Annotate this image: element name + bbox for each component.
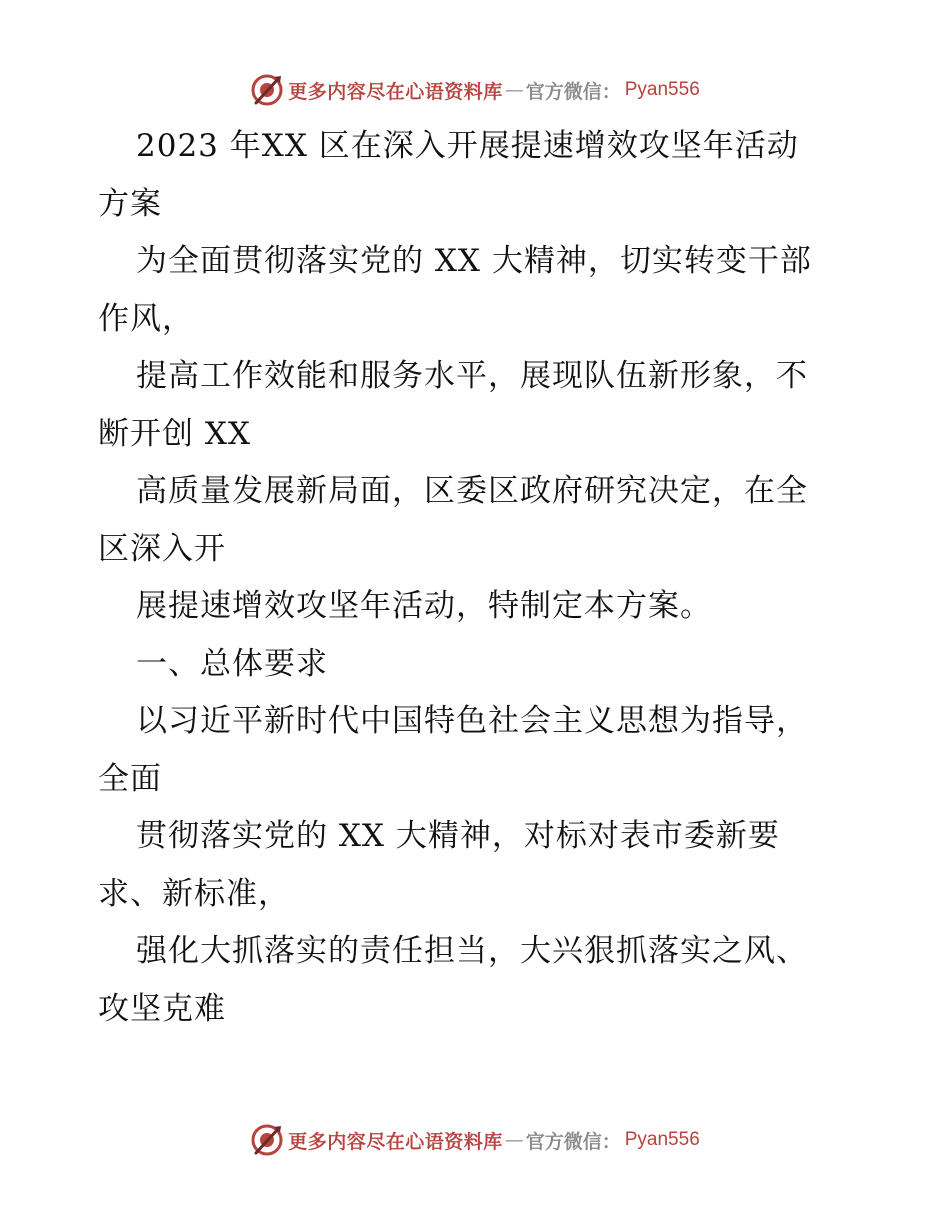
paragraph-line: 全面	[98, 760, 162, 797]
banner-dash: —	[504, 79, 524, 101]
paragraph-line: 区深入开	[98, 530, 226, 567]
document-title-line-1: 2023 年XX 区在深入开展提速增效攻坚年活动	[136, 128, 799, 164]
banner-text: 更多内容尽在心语资料库	[288, 80, 503, 103]
banner-wechat-id: Pyan556	[624, 1129, 700, 1150]
paragraph-line: 断开创 XX	[98, 415, 251, 452]
paragraph-line: 以习近平新时代中国特色社会主义思想为指导，	[136, 703, 808, 739]
paragraph-line: 强化大抓落实的责任担当，大兴狠抓落实之风、	[136, 933, 808, 969]
section-heading: 一、总体要求	[136, 645, 328, 682]
header-banner	[0, 70, 950, 110]
brush-logo-icon	[250, 73, 284, 107]
paragraph-line: 作风，	[98, 300, 194, 337]
document-body	[98, 118, 858, 1038]
paragraph-line: 求、新标准，	[98, 875, 290, 912]
banner-wechat-label: 官方微信：	[525, 1130, 621, 1153]
paragraph-line: 攻坚克难	[98, 990, 226, 1027]
paragraph-line: 贯彻落实党的 XX 大精神，对标对表市委新要	[136, 818, 780, 854]
paragraph-line: 高质量发展新局面，区委区政府研究决定，在全	[136, 473, 808, 509]
paragraph-line: 展提速增效攻坚年活动，特制定本方案。	[136, 588, 712, 624]
banner-text: 更多内容尽在心语资料库	[288, 1130, 503, 1153]
banner-dash: —	[504, 1129, 524, 1151]
document-title-line-2: 方案	[98, 185, 162, 222]
footer-banner	[0, 1120, 950, 1160]
paragraph-line: 提高工作效能和服务水平，展现队伍新形象，不	[136, 358, 808, 394]
paragraph-line: 为全面贯彻落实党的 XX 大精神，切实转变干部	[136, 243, 812, 279]
banner-wechat-label: 官方微信：	[525, 80, 621, 103]
banner-wechat-id: Pyan556	[624, 79, 700, 100]
brush-logo-icon	[250, 1123, 284, 1157]
